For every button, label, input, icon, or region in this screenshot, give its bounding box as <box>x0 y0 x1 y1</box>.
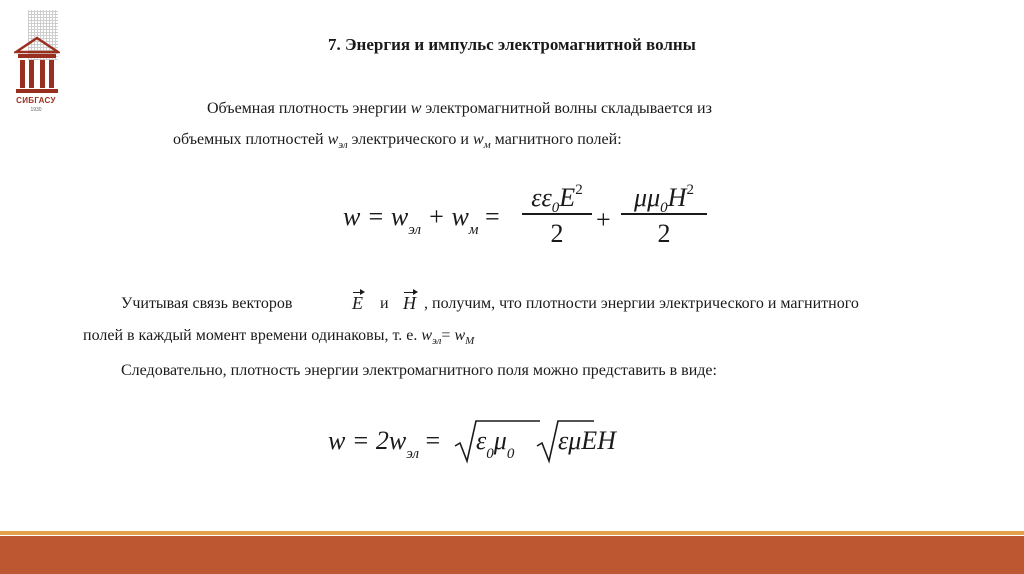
symbol-w: w <box>410 100 422 117</box>
equals-sign: = <box>478 202 500 231</box>
logo-year-text: 1930 <box>30 107 42 113</box>
paragraph3: Следовательно, плотность энергии электромагнитного поля можно представить в виде: <box>121 362 717 379</box>
formula-text: εμ <box>558 426 582 455</box>
formula-text: H <box>667 183 687 212</box>
formula-text: E <box>559 183 576 212</box>
text-fragment: Учитывая связь векторов <box>121 295 293 312</box>
paragraph2-line1-rest: , получим, что плотности энергии электрического и магнитного <box>424 295 859 312</box>
fraction-numerator <box>621 182 707 216</box>
paragraph1-line1 <box>207 100 712 118</box>
symbol-w: w <box>454 327 466 344</box>
vector-symbol: E <box>352 293 363 313</box>
subscript: 0 <box>660 200 668 216</box>
subscript: M <box>465 335 475 348</box>
subscript: м <box>468 222 479 238</box>
formula-text: ε <box>476 426 487 455</box>
superscript: 2 <box>575 182 583 198</box>
text-fragment: объемных плотностей <box>173 131 328 148</box>
university-logo <box>12 8 62 116</box>
formula-text: μμ <box>634 183 661 212</box>
text-fragment: электрического и <box>347 131 473 148</box>
subscript: эл <box>408 222 422 238</box>
logo-brand-text: СИБГАСУ <box>16 96 56 105</box>
paragraph2-line1 <box>121 295 292 313</box>
word-and: и <box>380 295 389 312</box>
equals-sign: = <box>419 426 441 455</box>
vector-H <box>403 293 416 314</box>
subscript: эл <box>338 139 348 152</box>
footer-accent-line <box>0 531 1024 535</box>
formula-text: w = 2w <box>328 426 407 455</box>
subscript: 0 <box>551 200 560 216</box>
formula-text: + w <box>421 202 469 231</box>
subscript: м <box>483 139 491 152</box>
text-fragment: магнитного полей: <box>490 131 622 148</box>
subscript: эл <box>406 446 420 462</box>
symbol-w: w <box>472 131 484 148</box>
formula-text: μ <box>493 426 507 455</box>
fraction-numerator <box>522 182 592 216</box>
paragraph1-line2 <box>173 131 622 152</box>
fraction-electric <box>522 183 592 249</box>
fraction-denominator: 2 <box>657 218 671 248</box>
superscript: 2 <box>686 182 694 198</box>
subscript: эл <box>432 335 442 348</box>
sqrt-content-2 <box>558 426 616 456</box>
symbol-w: w <box>421 327 433 344</box>
text-fragment: полей в каждый момент времени одинаковы, т. е. <box>83 327 422 344</box>
subscript: 0 <box>486 446 494 462</box>
sqrt-content-1 <box>476 426 515 462</box>
text-fragment: Объемная плотность энергии <box>207 100 411 117</box>
text-fragment: = <box>441 327 455 344</box>
vector-symbol: H <box>403 293 416 313</box>
formula-text: EH <box>581 426 616 455</box>
formula1-lhs <box>343 202 500 238</box>
footer-bar <box>0 536 1024 574</box>
text-fragment: электромагнитной волны складывается из <box>421 100 712 117</box>
fraction-denominator: 2 <box>550 218 564 248</box>
vector-E <box>352 293 363 314</box>
symbol-w: w <box>327 131 339 148</box>
slide-title: 7. Энергия и импульс электромагнитной волны <box>328 35 696 54</box>
formula-text: w = w <box>343 202 409 231</box>
paragraph2-line2 <box>83 327 475 348</box>
fraction-magnetic <box>621 183 707 249</box>
formula2-lhs <box>328 426 441 462</box>
plus-sign: + <box>596 205 611 234</box>
subscript: 0 <box>506 446 515 462</box>
formula-text: εε <box>531 183 552 212</box>
